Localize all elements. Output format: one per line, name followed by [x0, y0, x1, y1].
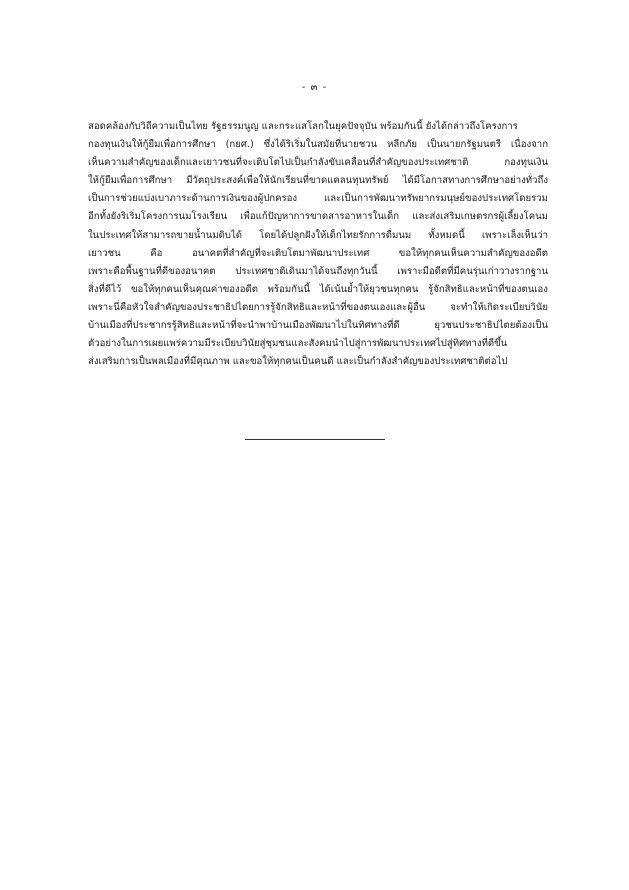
- text-line: สอดคล้องกับวิถีความเป็นไทย รัฐธรรมนูญ และกระแสโลกในยุคปัจจุบัน พร้อมกันนี้ ยังได้กล่าวถึงโครงการ: [88, 121, 518, 132]
- text-line: ส่งเสริมการเป็นพลเมืองที่มีคุณภาพ และขอให้ทุกคนเป็นคนดี และเป็นกำลังสำคัญของประเทศชาติต่อไป: [88, 356, 508, 368]
- end-of-document-rule: [245, 439, 385, 440]
- text-line: เพราะนี่คือหัวใจสำคัญของประชาธิปไตยการรู้จักสิทธิและหน้าที่ของตนเองและผู้อื่น จะทำให้เกิดระเบียบวินัย: [88, 301, 548, 313]
- text-line: เป็นการช่วยแบ่งเบาภาระด้านการเงินของผู้ปกครอง และเป็นการพัฒนาทรัพยากรมนุษย์ของประเทศโดยรวม: [88, 193, 548, 205]
- text-line: ให้กู้ยืมเพื่อการศึกษา มีวัตถุประสงค์เพื่อให้นักเรียนที่ขาดแคลนทุนทรัพย์ ได้มีโอกาสทางการศึกษาอย่างทั่วถึง: [88, 175, 548, 187]
- body-paragraph: [88, 118, 548, 371]
- text-line: เยาวชน คือ อนาคตที่สำคัญที่จะเติบโตมาพัฒนาประเทศ ขอให้ทุกคนเห็นความสำคัญของอดีต: [88, 247, 548, 259]
- text-line: กองทุนเงินให้กู้ยืมเพื่อการศึกษา (กยศ.) ซึ่งได้ริเริ่มในสมัยที่นายชวน หลีกภัย เป็นนายกรัฐมนตรี เนื่องจาก: [88, 139, 548, 151]
- text-line: ในประเทศให้สามารถขายน้ำนมดิบได้ โดยได้ปลูกฝังให้เด็กไทยรักการดื่มนม ทั้งหมดนี้ เพราะเล็งเห็นว่า: [88, 229, 548, 241]
- text-line: เห็นความสำคัญของเด็กและเยาวชนที่จะเติบโตไปเป็นกำลังขับเคลื่อนที่สำคัญของประเทศชาติ กองทุนเงิน: [88, 157, 548, 169]
- text-line: บ้านเมืองที่ประชากรรู้สิทธิและหน้าที่จะนำพาบ้านเมืองพัฒนาไปในทิศทางที่ดี ยุวชนประชาธิปไตยต้องเป็น: [88, 320, 548, 332]
- text-line: ตัวอย่างในการเผยแพร่ความมีระเบียบวินัยสู่ชุมชนและสังคมนำไปสู่การพัฒนาประเทศไปสู่ทิศทางที่ดีขึ้น: [88, 338, 508, 350]
- text-line: อีกทั้งยังริเริ่มโครงการนมโรงเรียน เพื่อแก้ปัญหาการขาดสารอาหารในเด็ก และส่งเสริมเกษตรกรผู้เลี้ยงโคนม: [88, 211, 548, 223]
- text-line: เพราะคือพื้นฐานที่ดีของอนาคต ประเทศชาติเดินมาได้จนถึงทุกวันนี้ เพราะมีอดีตที่มีคนรุ่นเก่าวางรากฐาน: [88, 265, 548, 277]
- text-line: สิ่งที่ดีไว้ ขอให้ทุกคนเห็นคุณค่าของอดีต พร้อมกันนี้ ได้เน้นย้ำให้ยุวชนทุกคน รู้จักสิทธิและหน้าที่ของตนเอง: [88, 283, 548, 295]
- page-number: - ๓ -: [301, 82, 328, 93]
